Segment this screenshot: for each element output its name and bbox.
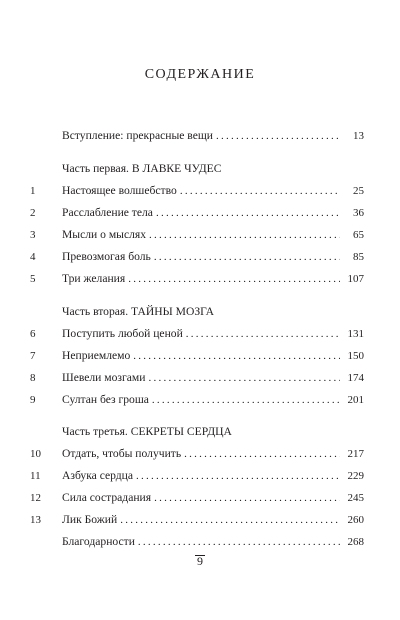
entry-label: Султан без гроша [62, 393, 149, 406]
leader-dots [216, 128, 340, 144]
chapter-number: 12 [30, 492, 41, 504]
leader-dots [180, 183, 340, 199]
toc-entry[interactable] [0, 348, 400, 364]
leader-dots [154, 490, 340, 506]
entry-page: 174 [347, 372, 364, 384]
entry-label: Мысли о мыслях [62, 228, 147, 241]
entry-page: 85 [353, 251, 364, 263]
leader-dots [148, 370, 340, 386]
entry-label: Неприемлемо [62, 349, 131, 362]
leader-dots [120, 512, 340, 528]
leader-dots [184, 446, 340, 462]
leader-dots [154, 249, 340, 265]
toc-entry[interactable] [0, 271, 400, 287]
chapter-number: 6 [30, 328, 36, 340]
toc-entry[interactable] [0, 392, 400, 408]
entry-line [62, 271, 340, 287]
entry-label: Превозмогая боль [62, 250, 151, 263]
entry-page: 229 [347, 470, 364, 482]
chapter-number: 11 [30, 470, 41, 482]
chapter-number: 2 [30, 207, 36, 219]
chapter-number: 13 [30, 514, 41, 526]
entry-line [62, 227, 340, 243]
entry-page: 201 [347, 394, 364, 406]
entry-line [62, 490, 340, 506]
entry-line [62, 446, 340, 462]
entry-label: Вступление: прекрасные вещи [62, 129, 213, 142]
entry-label: Три желания [62, 272, 126, 285]
entry-line [62, 392, 340, 408]
entry-page: 25 [353, 185, 364, 197]
chapter-number: 9 [30, 394, 36, 406]
entry-label: Поступить любой ценой [62, 327, 183, 340]
toc-entry[interactable] [0, 183, 400, 199]
entry-line [62, 348, 340, 364]
toc-entry[interactable] [0, 446, 400, 462]
leader-dots [138, 534, 340, 550]
toc-entry[interactable] [0, 468, 400, 484]
leader-dots [186, 326, 340, 342]
toc-entry[interactable] [0, 490, 400, 506]
entry-label: Шевели мозгами [62, 371, 146, 384]
toc-entry-acknowledgements[interactable] [0, 534, 400, 550]
entry-line [62, 205, 340, 221]
leader-dots [149, 227, 340, 243]
entry-page: 150 [347, 350, 364, 362]
entry-line [62, 326, 340, 342]
entry-page: 107 [347, 273, 364, 285]
page-number: 9 [197, 554, 203, 568]
entry-line [62, 183, 340, 199]
toc-entry[interactable] [0, 370, 400, 386]
entry-line [62, 512, 340, 528]
toc-entry-intro[interactable] [0, 128, 400, 144]
toc-entry[interactable] [0, 512, 400, 528]
part-heading: Часть третья. СЕКРЕТЫ СЕРДЦА [62, 425, 232, 438]
leader-dots [156, 205, 340, 221]
entry-page: 131 [347, 328, 364, 340]
leader-dots [128, 271, 340, 287]
entry-label: Сила сострадания [62, 491, 152, 504]
chapter-number: 8 [30, 372, 36, 384]
entry-label: Азбука сердца [62, 469, 134, 482]
entry-line [62, 249, 340, 265]
entry-line [62, 370, 340, 386]
entry-label: Отдать, чтобы получить [62, 447, 182, 460]
chapter-number: 4 [30, 251, 36, 263]
entry-page: 268 [347, 536, 364, 548]
toc-entry[interactable] [0, 249, 400, 265]
entry-label: Лик Божий [62, 513, 118, 526]
entry-page: 65 [353, 229, 364, 241]
entry-page: 217 [347, 448, 364, 460]
page-title: СОДЕРЖАНИЕ [144, 67, 256, 82]
entry-page: 36 [353, 207, 364, 219]
entry-line [62, 534, 340, 550]
part-heading: Часть вторая. ТАЙНЫ МОЗГА [62, 305, 214, 318]
entry-page: 245 [347, 492, 364, 504]
chapter-number: 5 [30, 273, 36, 285]
entry-label: Настоящее волшебство [62, 184, 177, 197]
entry-page: 13 [353, 130, 364, 142]
entry-line [62, 468, 340, 484]
toc-entry[interactable] [0, 227, 400, 243]
chapter-number: 7 [30, 350, 36, 362]
entry-label: Расслабление тела [62, 206, 153, 219]
leader-dots [133, 348, 340, 364]
toc-entry[interactable] [0, 205, 400, 221]
leader-dots [136, 468, 340, 484]
chapter-number: 1 [30, 185, 36, 197]
chapter-number: 3 [30, 229, 36, 241]
chapter-number: 10 [30, 448, 41, 460]
entry-page: 260 [347, 514, 364, 526]
entry-label: Благодарности [62, 535, 135, 548]
part-heading: Часть первая. В ЛАВКЕ ЧУДЕС [62, 162, 222, 175]
leader-dots [152, 392, 340, 408]
toc-entry[interactable] [0, 326, 400, 342]
entry-line [62, 128, 340, 144]
